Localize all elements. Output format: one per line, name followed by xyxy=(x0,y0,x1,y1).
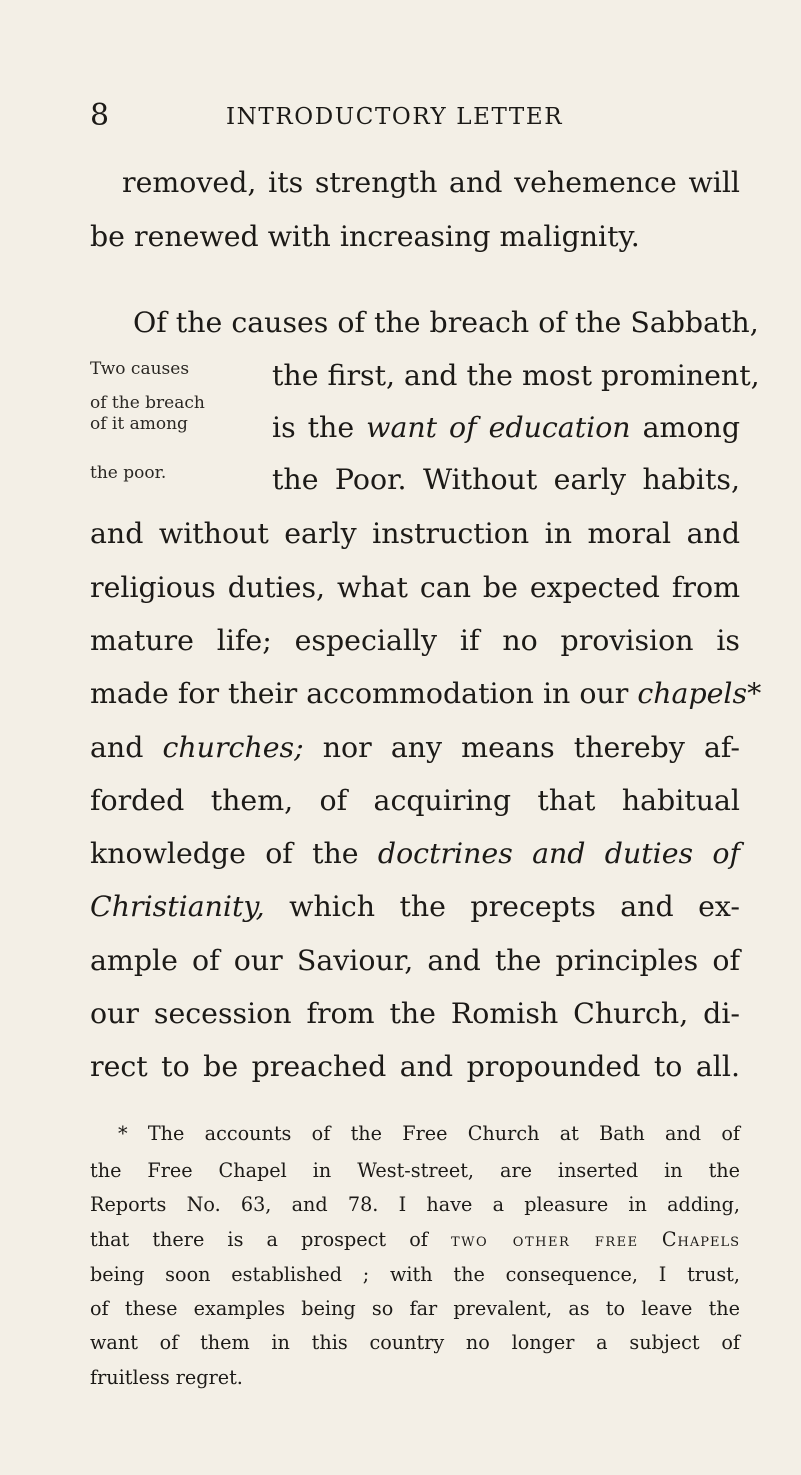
body-line-11-a: and xyxy=(90,731,163,764)
page-number: 8 xyxy=(90,98,110,133)
body-line-5 xyxy=(272,410,740,446)
body-line-12: forded them, of acquiring that habitual xyxy=(90,784,740,817)
body-line-13 xyxy=(90,836,740,872)
footnote-small-caps-two-other-free: two other free xyxy=(450,1228,639,1251)
body-line-16: our secession from the Romish Church, di- xyxy=(90,997,740,1030)
marginal-note-line-3: of it among xyxy=(90,414,188,434)
body-line-5-c: among xyxy=(630,411,740,444)
body-line-3: Of the causes of the breach of the Sabbath, xyxy=(133,306,759,339)
footnote-line-4 xyxy=(90,1228,740,1252)
body-line-15: ample of our Saviour, and the principles of xyxy=(90,944,740,977)
footnote-line-6: of these examples being so far prevalent, as to leave the xyxy=(90,1297,740,1320)
body-line-11 xyxy=(90,730,740,766)
body-line-7: and without early instruction in moral and xyxy=(90,517,740,550)
body-line-10 xyxy=(90,676,762,712)
marginal-note-line-2: of the breach xyxy=(90,393,205,413)
body-line-5-a: is the xyxy=(272,411,367,444)
body-line-14 xyxy=(90,889,740,925)
emphasis-churches: churches; xyxy=(162,731,304,764)
body-line-8: religious duties, what can be expected from xyxy=(90,571,740,604)
emphasis-doctrines-and-duties: doctrines and duties of xyxy=(377,837,740,870)
body-line-17: rect to be preached and propounded to all. xyxy=(90,1050,740,1083)
body-line-6: the Poor. Without early habits, xyxy=(272,463,740,496)
body-line-9: mature life; especially if no provision is xyxy=(90,624,740,657)
footnote-line-2: the Free Chapel in West-street, are inserted in the xyxy=(90,1159,740,1182)
footnote-line-1: * The accounts of the Free Church at Bath and of xyxy=(118,1122,740,1145)
running-head: INTRODUCTORY LETTER xyxy=(226,104,564,130)
footnote-line-7: want of them in this country no longer a subject of xyxy=(90,1331,740,1354)
emphasis-chapels: chapels* xyxy=(637,677,762,710)
body-line-11-c: nor any means thereby af- xyxy=(303,731,740,764)
marginal-note-line-1: Two causes xyxy=(90,359,190,379)
emphasis-christianity: Christianity, xyxy=(90,890,265,923)
body-line-1: removed, its strength and vehemence will xyxy=(122,166,740,199)
body-line-13-a: knowledge of the xyxy=(90,837,378,870)
page-header xyxy=(0,98,801,138)
body-line-4: the first, and the most prominent, xyxy=(272,359,760,392)
body-line-14-b: which the precepts and ex- xyxy=(264,890,740,923)
emphasis-want-of-education: want of education xyxy=(366,411,631,444)
body-line-10-a: made for their accommodation in our xyxy=(90,677,638,710)
footnote-line-8: fruitless regret. xyxy=(90,1366,243,1389)
footnote-line-4-a: that there is a prospect of xyxy=(90,1228,451,1251)
footnote-line-3: Reports No. 63, and 78. I have a pleasure in adding, xyxy=(90,1193,740,1216)
footnote-line-5: being soon established ; with the consequence, I trust, xyxy=(90,1263,740,1286)
body-line-2: be renewed with increasing malignity. xyxy=(90,220,640,253)
footnote-small-caps-chapels: Chapels xyxy=(661,1228,740,1251)
marginal-note-line-4: the poor. xyxy=(90,463,167,483)
